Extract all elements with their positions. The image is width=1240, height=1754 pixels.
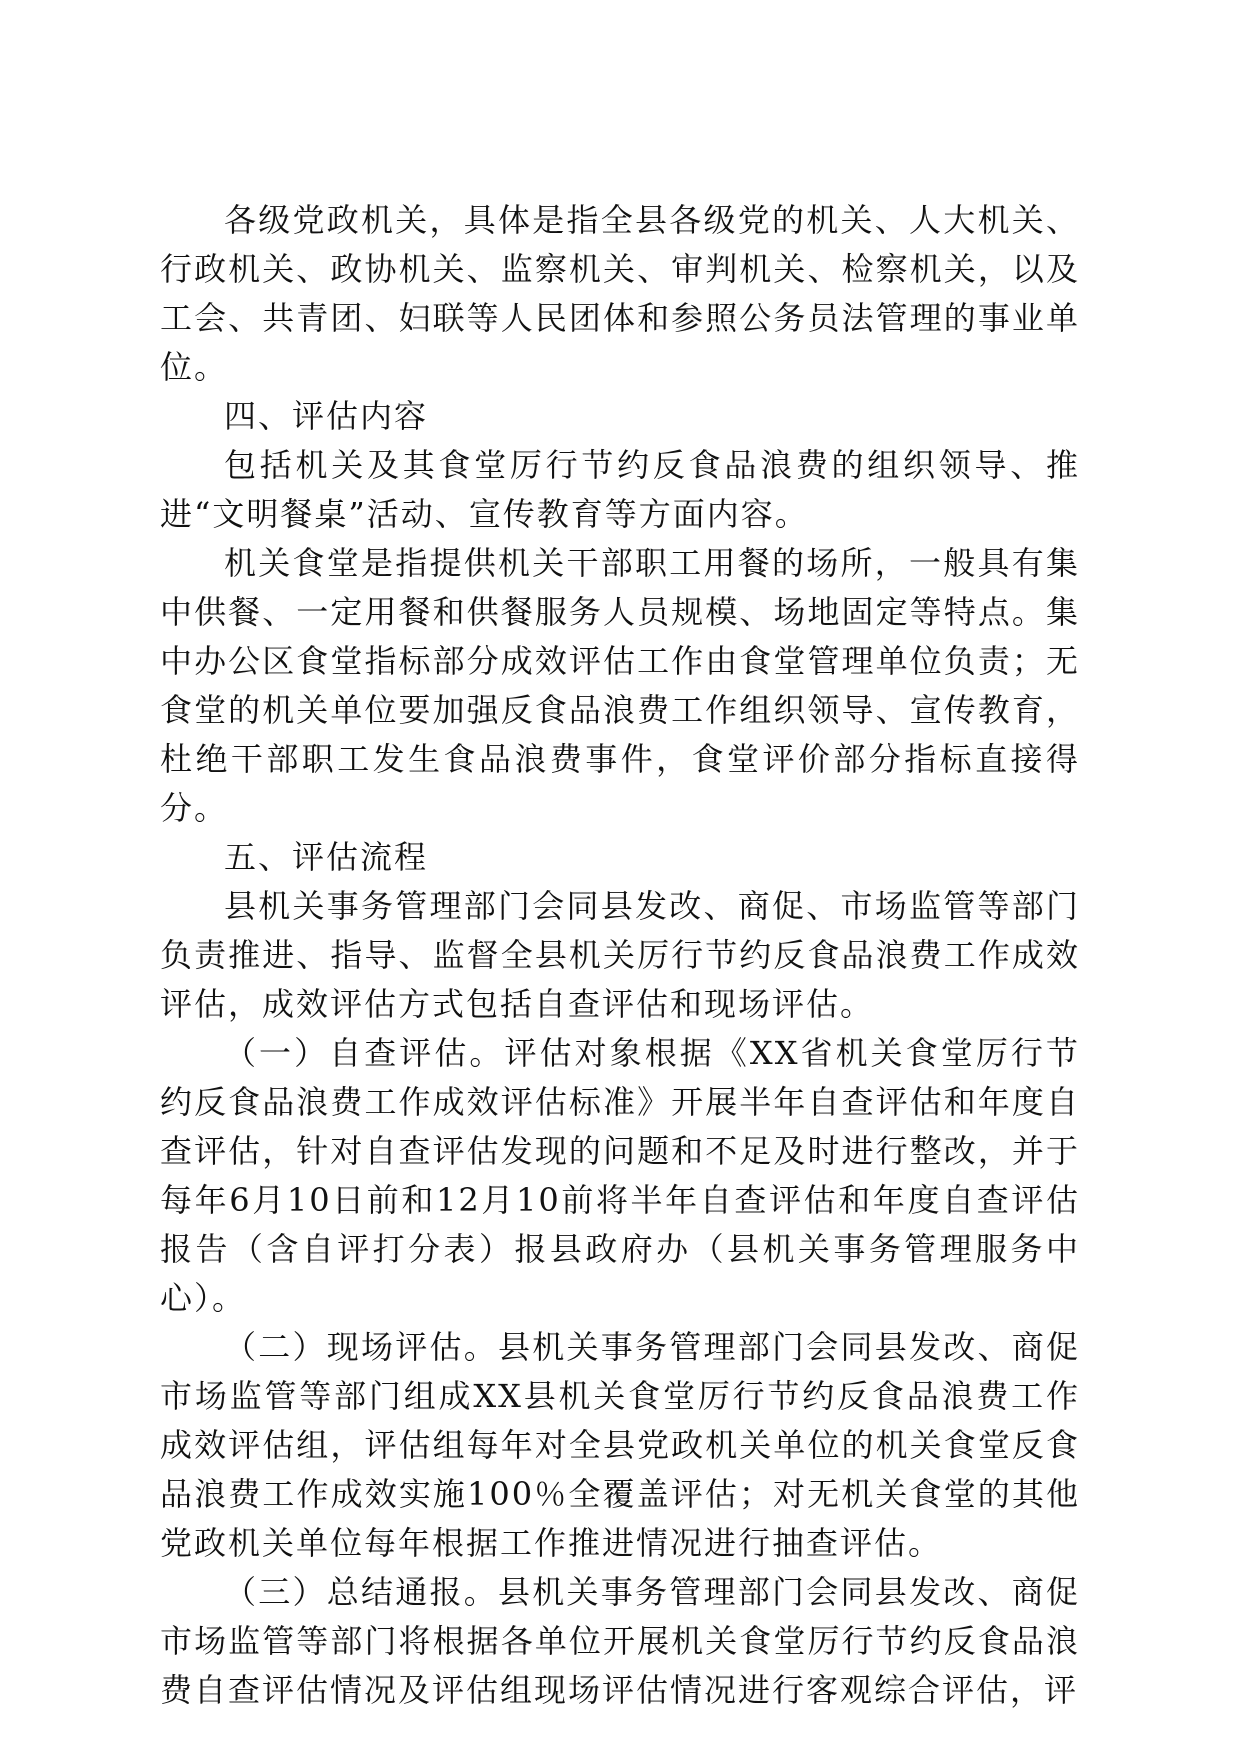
paragraph-scope: 各级党政机关，具体是指全县各级党的机关、人大机关、行政机关、政协机关、监察机关、审判机关、检察机关，以及工会、共青团、妇联等人民团体和参照公务员法管理的事业单位。 [160,201,1080,386]
document-body [160,196,1080,1715]
paragraph-process-overview: 县机关事务管理部门会同县发改、商促、市场监管等部门负责推进、指导、监督全县机关厉行节约反食品浪费工作成效评估，成效评估方式包括自查评估和现场评估。 [160,887,1080,1023]
section-heading-assessment-content: 四、评估内容 [224,397,429,435]
section-heading-assessment-process: 五、评估流程 [224,838,429,876]
paragraph-onsite-assessment: （二）现场评估。县机关事务管理部门会同县发改、商促市场监管等部门组成XX县机关食堂厉行节约反食品浪费工作成效评估组，评估组每年对全县党政机关单位的机关食堂反食品浪费工作成效实施100％全覆盖评估；对无机关食堂的其他党政机关单位每年根据工作推进情况进行抽查评估。 [160,1328,1080,1562]
paragraph-self-assessment: （一）自查评估。评估对象根据《XX省机关食堂厉行节约反食品浪费工作成效评估标准》开展半年自查评估和年度自查评估，针对自查评估发现的问题和不足及时进行整改，并于每年6月10日前和12月10前将半年自查评估和年度自查评估报告（含自评打分表）报县政府办（县机关事务管理服务中心）。 [160,1034,1080,1317]
paragraph-canteen-definition: 机关食堂是指提供机关干部职工用餐的场所，一般具有集中供餐、一定用餐和供餐服务人员规模、场地固定等特点。集中办公区食堂指标部分成效评估工作由食堂管理单位负责；无食堂的机关单位要加强反食品浪费工作组织领导、宣传教育，杜绝干部职工发生食品浪费事件，食堂评价部分指标直接得分。 [160,544,1080,827]
paragraph-content-scope: 包括机关及其食堂厉行节约反食品浪费的组织领导、推进“文明餐桌”活动、宣传教育等方面内容。 [160,446,1080,533]
paragraph-summary-report: （三）总结通报。县机关事务管理部门会同县发改、商促市场监管等部门将根据各单位开展机关食堂厉行节约反食品浪费自查评估情况及评估组现场评估情况进行客观综合评估，评 [160,1573,1080,1709]
